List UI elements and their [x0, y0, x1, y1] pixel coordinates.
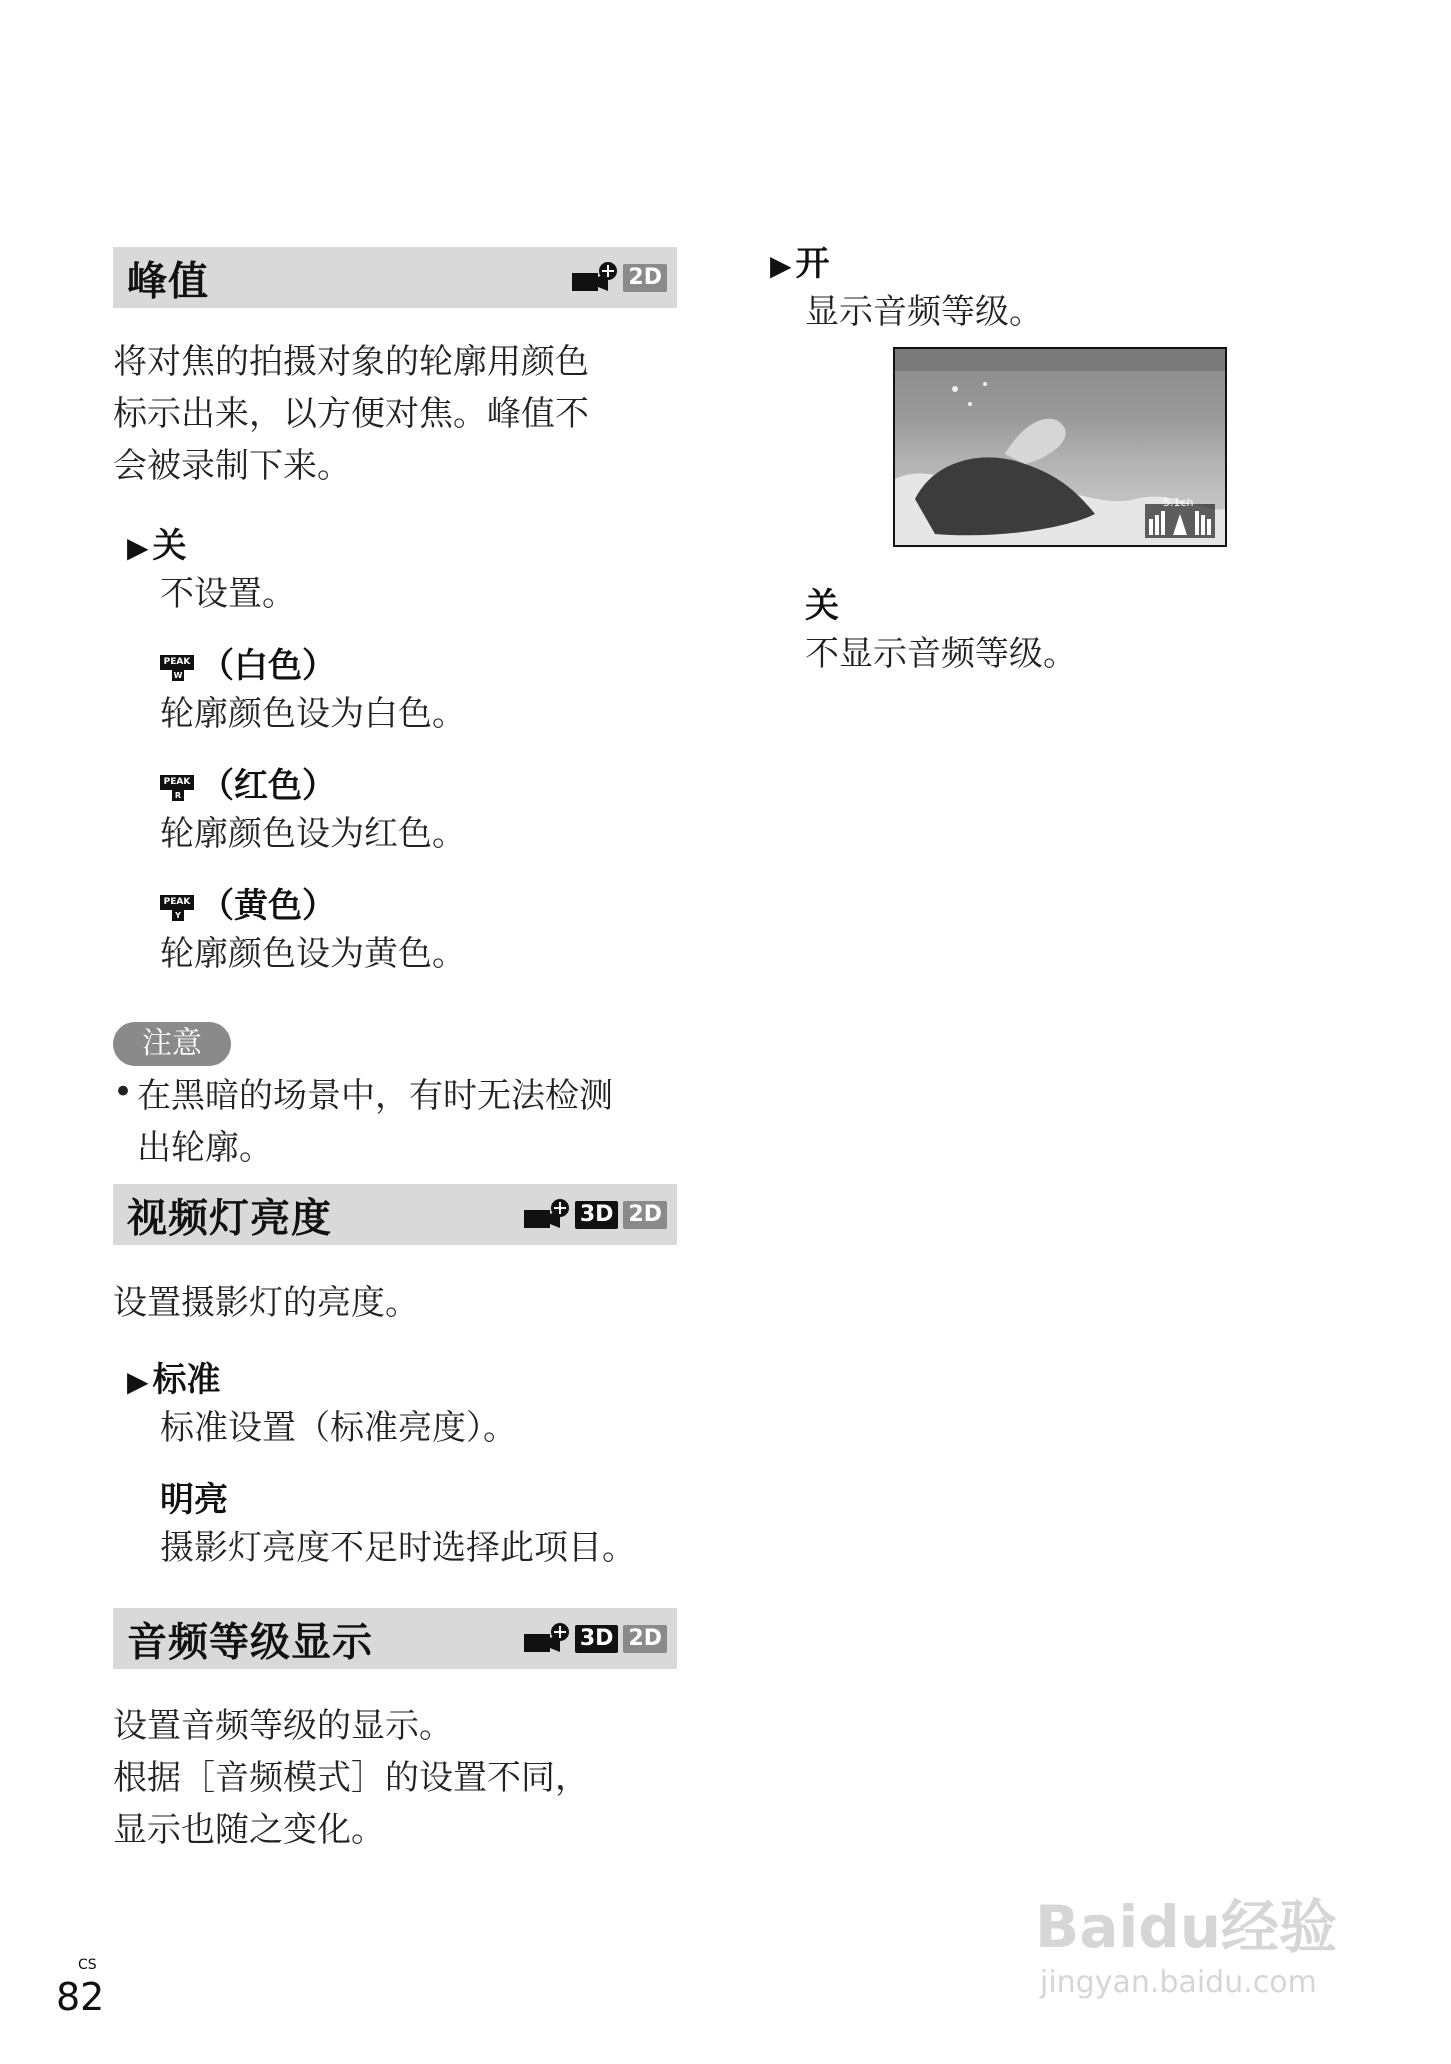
default-arrow-icon: ▶: [127, 531, 149, 564]
badge-3d: 3D: [575, 1625, 619, 1653]
mode-icons: [522, 1622, 667, 1656]
option-off-audio: 关: [805, 586, 839, 626]
baidu-watermark-url: jingyan.baidu.com: [1040, 1965, 1317, 2000]
section-title: 音频等级显示: [127, 1619, 373, 1665]
option-off: ▶ 关: [127, 526, 187, 566]
option-red: PEAK R （红色）: [160, 758, 336, 807]
badge-3d: 3D: [575, 1201, 619, 1229]
default-arrow-icon: ▶: [770, 249, 792, 282]
option-bright: 明亮: [160, 1480, 228, 1520]
option-on-desc: 显示音频等级。: [805, 292, 1043, 332]
video-light-description: 设置摄影灯的亮度。: [113, 1283, 419, 1323]
section-title: 峰值: [127, 258, 209, 304]
section-header-peaking: [113, 247, 677, 308]
option-yellow: PEAK Y （黄色）: [160, 878, 336, 927]
option-yellow-desc: 轮廓颜色设为黄色。: [160, 934, 466, 974]
peaking-description: 将对焦的拍摄对象的轮廓用颜色 标示出来，以方便对焦。峰值不 会被录制下来。: [113, 342, 589, 486]
audio-channel-label: 5.1ch: [1163, 496, 1194, 509]
peak-white-icon: PEAK W: [160, 655, 194, 681]
option-white-desc: 轮廓颜色设为白色。: [160, 694, 466, 734]
peak-red-icon: PEAK R: [160, 775, 194, 801]
section-header-audio-level: [113, 1608, 677, 1669]
camera-plus-icon: [522, 1622, 570, 1656]
badge-2d: 2D: [623, 1201, 667, 1229]
option-off-desc: 不设置。: [160, 574, 296, 614]
section-header-video-light: [113, 1184, 677, 1245]
section-title: 视频灯亮度: [127, 1195, 332, 1241]
audio-level-description: 设置音频等级的显示。 根据［音频模式］的设置不同， 显示也随之变化。: [113, 1706, 589, 1850]
badge-2d: 2D: [623, 264, 667, 292]
bullet-dot: •: [113, 1072, 134, 1112]
badge-2d: 2D: [623, 1625, 667, 1653]
page-language-code: CS: [78, 1957, 97, 1973]
option-white: PEAK W （白色）: [160, 638, 336, 687]
mode-icons: [570, 261, 667, 295]
note-badge: 注意: [113, 1022, 231, 1066]
option-off-audio-desc: 不显示音频等级。: [805, 634, 1077, 674]
option-standard-desc: 标准设置（标准亮度）。: [160, 1408, 517, 1448]
page-number: 82: [56, 1975, 105, 2019]
baidu-watermark-logo: Baidu经验: [1035, 1893, 1338, 1961]
option-bright-desc: 摄影灯亮度不足时选择此项目。: [160, 1528, 636, 1568]
camera-plus-icon: [570, 261, 618, 295]
option-on: ▶ 开: [770, 244, 830, 284]
default-arrow-icon: ▶: [127, 1365, 149, 1398]
beach-photo: [895, 349, 1225, 545]
option-red-desc: 轮廓颜色设为红色。: [160, 814, 466, 854]
sample-screen-image: [893, 347, 1227, 547]
camera-plus-icon: [522, 1198, 570, 1232]
option-standard: ▶ 标准: [127, 1360, 221, 1400]
note-text: 在黑暗的场景中，有时无法检测 出轮廓。: [137, 1076, 613, 1168]
mode-icons: [522, 1198, 667, 1232]
peak-yellow-icon: PEAK Y: [160, 895, 194, 921]
